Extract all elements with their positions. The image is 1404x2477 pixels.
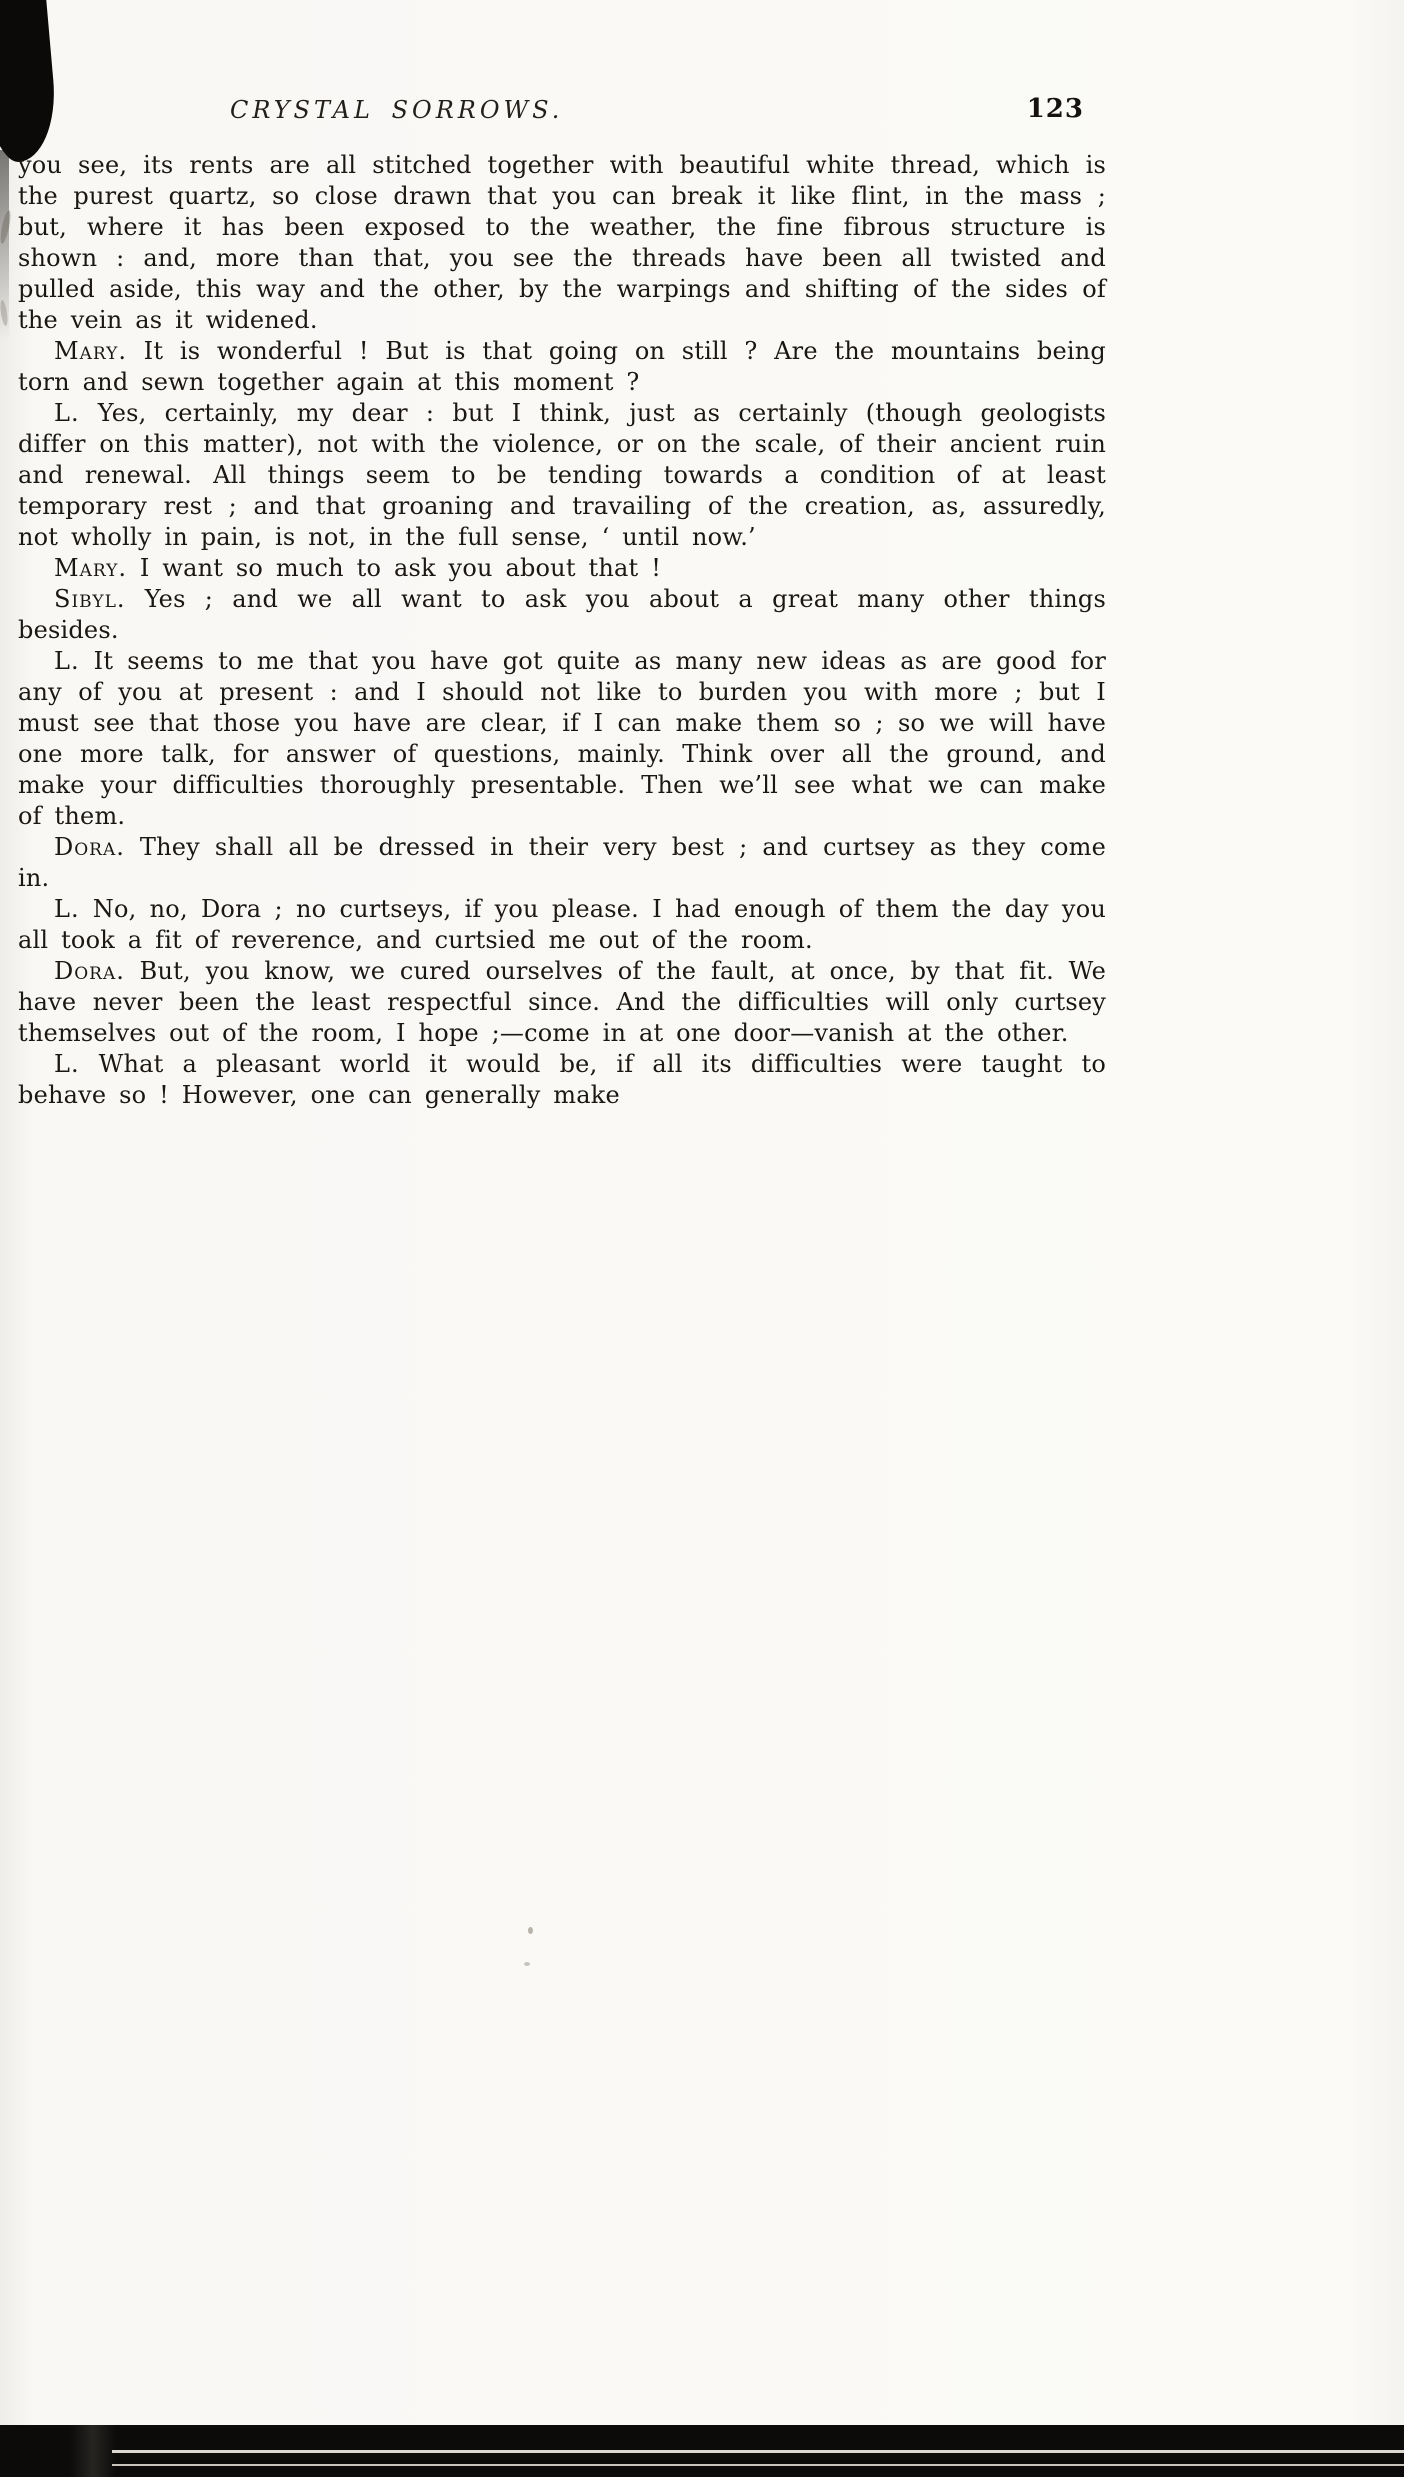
speaker-name: Dora. [54,957,125,985]
running-header-title: CRYSTAL SORROWS. [230,96,564,124]
scan-artifact-speck [524,1962,530,1966]
speaker-name: Mary. [54,337,127,365]
running-header [18,96,1106,130]
paragraph: Sibyl. Yes ; and we all want to ask you about a great many other things besides. [18,585,1106,644]
paragraph: Dora. They shall all be dressed in their very best ; and curtsey as they come in. [18,833,1106,892]
scan-artifact-speck [528,1927,533,1934]
paragraph: L. It seems to me that you have got quite as many new ideas as are good for any of you at present : and I should not like to burden you with more ; but I must see that those you have are clear, if I can make them so ; so we will have one more talk, for answer of questions, mainly. Think over all the ground, and make your difficulties thoroughly presentable. Then we’ll see what we can make of them. [18,647,1106,830]
speaker-name: L. [54,399,80,427]
speaker-name: Sibyl. [54,585,126,613]
scan-artifact-white-line [112,2450,1404,2453]
speaker-name: L. [54,647,80,675]
speaker-name: L. [54,1050,80,1078]
paragraph: you see, its rents are all stitched together with beautiful white thread, which is the purest quartz, so close drawn that you can break it like flint, in the mass ; but, where it has been exposed to the weather, the fine fibrous structure is shown : and, more than that, you see the threads have been all twisted and pulled aside, this way and the other, by the warpings and shifting of the sides of the vein as it widened. [18,151,1106,334]
page-number: 123 [1026,94,1084,124]
paragraph: Mary. I want so much to ask you about that ! [54,554,662,582]
paragraph: L. No, no, Dora ; no curtseys, if you please. I had enough of them the day you all took a fit of reverence, and curtsied me out of the room. [18,895,1106,954]
paragraph: L. What a pleasant world it would be, if all its difficulties were taught to behave so ! However, one can generally make [18,1050,1106,1109]
speaker-name: Dora. [54,833,125,861]
paragraph: Dora. But, you know, we cured ourselves of the fault, at once, by that fit. We have never been the least respectful since. And the difficulties will only curtsey themselves out of the room, I hope ;—come in at one door—vanish at the other. [18,957,1106,1047]
scan-artifact-bottom-bar [0,2425,1404,2477]
speaker-name: L. [54,895,80,923]
scan-artifact-smudge [70,2425,116,2477]
speaker-name: Mary. [54,554,127,582]
scan-artifact-white-line [112,2464,1404,2466]
paragraph: L. Yes, certainly, my dear : but I think, just as certainly (though geologists differ on this matter), not with the violence, or on the scale, of their ancient ruin and renewal. All things seem to be tending towards a condition of at least temporary rest ; and that groaning and travailing of the creation, as, assuredly, not wholly in pain, is not, in the full sense, ‘ until now.’ [18,399,1106,551]
page-body [18,150,1106,1111]
text-block [18,96,1106,1111]
paragraph: Mary. It is wonderful ! But is that going on still ? Are the mountains being torn and sewn together again at this moment ? [18,337,1106,396]
